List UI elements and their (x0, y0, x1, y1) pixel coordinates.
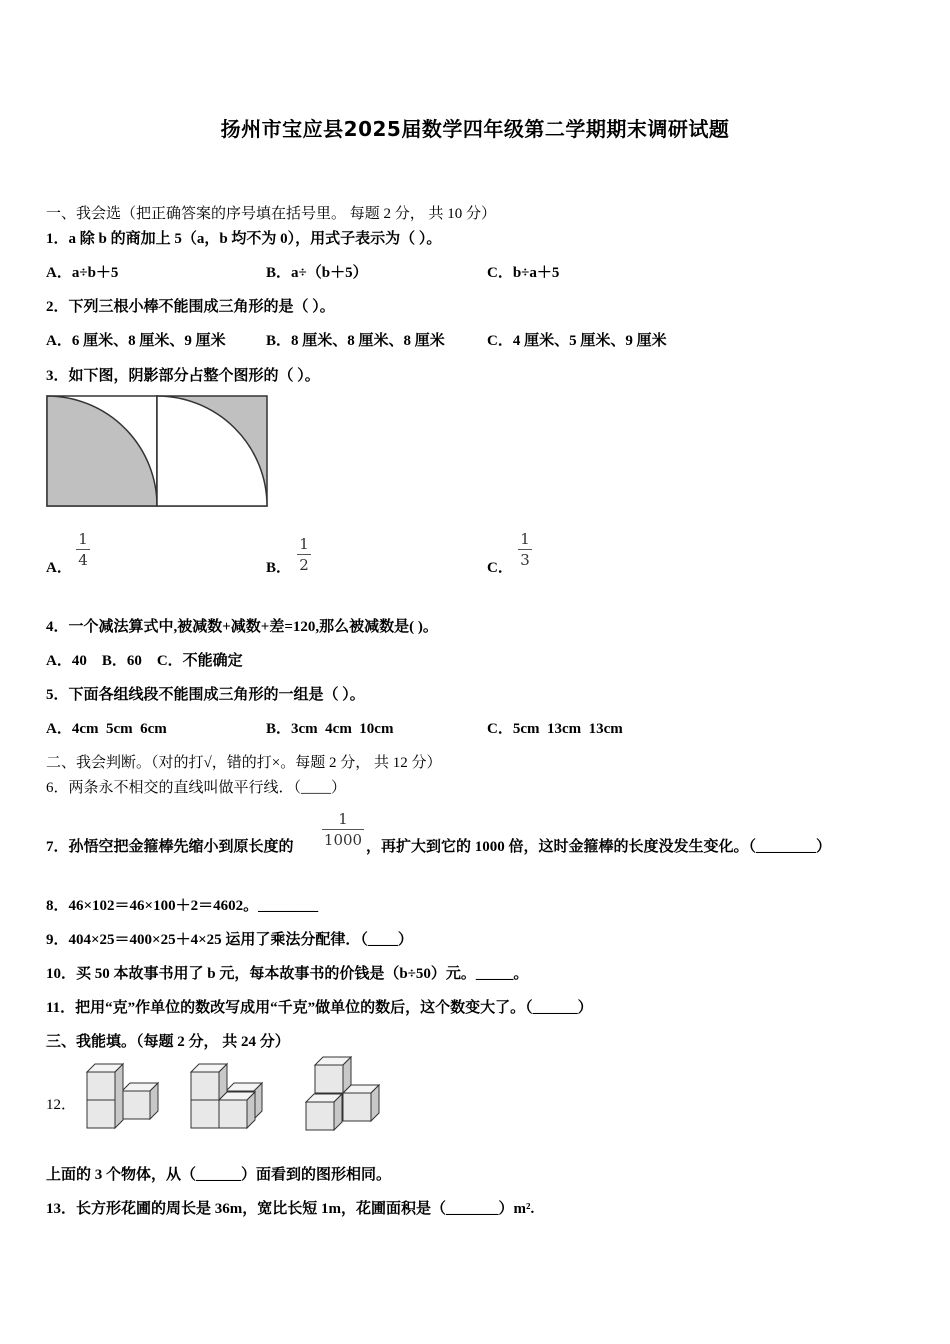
fraction-numerator: 1 (338, 810, 348, 828)
question-2-option-b: B．8 厘米、8 厘米、8 厘米 (266, 333, 445, 349)
question-1-option-b: B．a÷（b＋5） (266, 265, 368, 281)
question-2-option-a: A．6 厘米、8 厘米、9 厘米 (46, 333, 226, 349)
section-heading-3: 三、我能填。（每题 2 分， 共 24 分） (46, 1034, 290, 1050)
question-3-stem: 3．如下图，阴影部分占整个图形的（ ）。 (46, 368, 320, 384)
question-7-fraction (322, 810, 364, 849)
cube-figure-1 (86, 1063, 162, 1131)
question-11: 11．把用“克”作单位的数改写成用“千克”做单位的数后，这个数变大了。（______） (46, 1000, 593, 1016)
fraction-denominator: 2 (299, 556, 309, 574)
cube-figure-2 (190, 1063, 270, 1131)
question-5-option-a: A．4cm 5cm 6cm (46, 721, 167, 737)
question-3-option-c-label: C． (487, 560, 513, 576)
fraction-numerator: 1 (78, 530, 88, 548)
question-3-option-b-label: B． (266, 560, 292, 576)
question-9: 9．404×25＝400×25＋4×25 运用了乘法分配律．（____） (46, 932, 413, 948)
fraction-numerator: 1 (520, 530, 530, 548)
question-7-post: ，再扩大到它的 1000 倍，这时金箍棒的长度没发生变化。（________） (366, 839, 832, 855)
question-4-options: A．40 B．60 C．不能确定 (46, 653, 243, 669)
question-12-text: 上面的 3 个物体，从（______）面看到的图形相同。 (46, 1167, 392, 1183)
question-8: 8．46×102＝46×100＋2＝4602。________ (46, 898, 319, 914)
question-4-stem: 4．一个减法算式中,被减数+减数+差=120,那么被减数是( )。 (46, 619, 438, 635)
question-1-option-c: C．b÷a＋5 (487, 265, 560, 281)
question-5-stem: 5．下面各组线段不能围成三角形的一组是（ ）。 (46, 687, 365, 703)
question-1-stem: 1．a 除 b 的商加上 5（a，b 均不为 0），用式子表示为（ ）。 (46, 231, 442, 247)
question-5-option-b: B．3cm 4cm 10cm (266, 721, 394, 737)
question-5-option-c: C．5cm 13cm 13cm (487, 721, 623, 737)
question-6: 6．两条永不相交的直线叫做平行线．（____） (46, 780, 347, 796)
question-3-option-b-fraction (297, 535, 311, 574)
question-10: 10．买 50 本故事书用了 b 元，每本故事书的价钱是（b÷50）元。_____。 (46, 966, 529, 982)
section-heading-1: 一、我会选（把正确答案的序号填在括号里。 每题 2 分， 共 10 分） (46, 206, 497, 222)
question-2-stem: 2．下列三根小棒不能围成三角形的是（ ）。 (46, 299, 335, 315)
question-13: 13．长方形花圃的周长是 36m，宽比长短 1m，花圃面积是（_______）m². (46, 1201, 535, 1217)
question-3-option-c-fraction (518, 530, 532, 569)
cube-figure-3 (305, 1056, 383, 1134)
question-1-option-a: A．a÷b＋5 (46, 265, 119, 281)
question-7-pre: 7．孙悟空把金箍棒先缩小到原长度的 (46, 839, 294, 855)
fraction-denominator: 4 (78, 551, 88, 569)
shaded-quarter-circles-figure (46, 395, 270, 508)
question-3-option-a-label: A． (46, 560, 72, 576)
question-3-option-a-fraction (76, 530, 90, 569)
fraction-denominator: 1000 (323, 831, 363, 849)
question-12-label: 12． (46, 1097, 77, 1113)
fraction-numerator: 1 (299, 535, 309, 553)
fraction-denominator: 3 (520, 551, 530, 569)
page-title: 扬州市宝应县2025届数学四年级第二学期期末调研试题 (220, 117, 730, 141)
question-2-option-c: C．4 厘米、5 厘米、9 厘米 (487, 333, 667, 349)
section-heading-2: 二、我会判断。（对的打√，错的打×。每题 2 分， 共 12 分） (46, 755, 442, 771)
